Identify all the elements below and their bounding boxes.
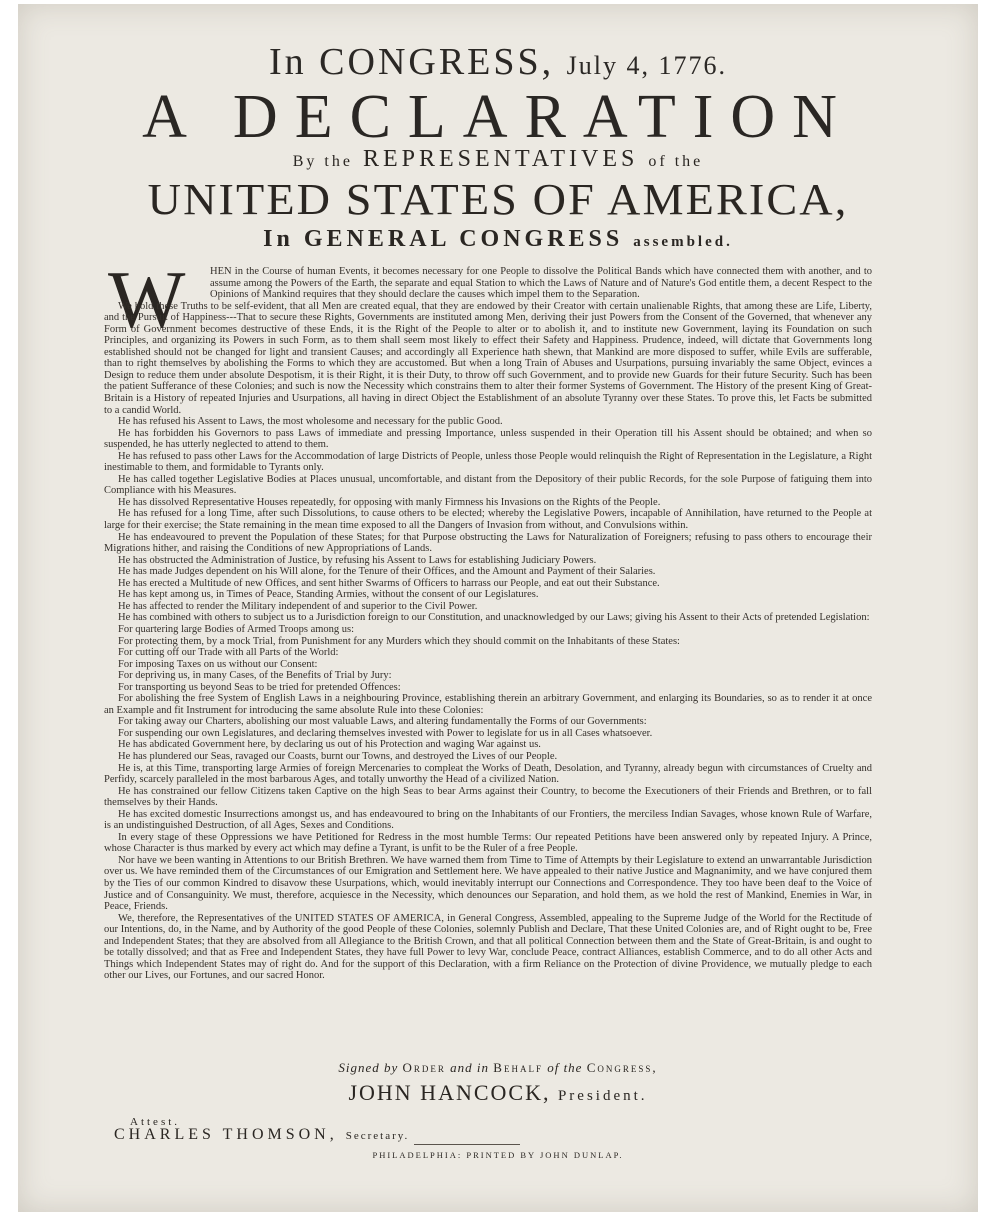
body-paragraph: He is, at this Time, transporting large Armies of foreign Mercenaries to compleat the Works of Death, Desolation, and Tyranny, already begun with circumstances of Cruelty and Perfidy, scarcely paralleled in the most barbarous Ages, and totally unworthy the Head of a civilized Nation. [104,762,872,786]
signed-of-the: of the [547,1060,583,1075]
body-paragraph: He has obstructed the Administration of Justice, by refusing his Assent to Laws for establishing Judiciary Powers. [118,554,597,566]
header-line-assembled [18,226,978,253]
divider-rule [414,1144,520,1145]
body-paragraph: For cutting off our Trade with all Parts of the World: [118,647,339,659]
body-paragraph: He has dissolved Representative Houses repeatedly, for opposing with manly Firmness his Invasions on the Rights of the People. [118,496,661,508]
body-paragraph: He has refused his Assent to Laws, the most wholesome and necessary for the public Good. [118,416,503,428]
secretary-title: Secretary. [345,1130,410,1142]
header-date: July 4, 1776. [566,51,727,80]
signed-by: Signed by [338,1060,399,1075]
body-paragraph: He has constrained our fellow Citizens taken Captive on the high Seas to bear Arms against their Country, to become the Executioners of their Friends and Brethren, or to fall themselves by their Hands. [104,785,872,809]
president-name: JOHN HANCOCK, [348,1080,551,1105]
body-paragraph: He has refused for a long Time, after such Dissolutions, to cause others to be elected; whereby the Legislative Powers, incapable of Annihilation, have returned to the People at large for their exercise; the State remaining in the mean time exposed to all the Dangers of Invasion from without, and Convulsions within. [104,508,872,532]
president-title: President. [557,1088,648,1104]
body-paragraph: For transporting us beyond Seas to be tried for pretended Offences: [118,681,401,693]
body-paragraph: He has erected a Multitude of new Offices, and sent hither Swarms of Officers to harrass our People, and eat out their Substance. [118,577,660,589]
body-paragraph: For quartering large Bodies of Armed Troops among us: [118,623,355,635]
body-paragraph: We, therefore, the Representatives of the UNITED STATES OF AMERICA, in General Congress, Assembled, appealing to the Supreme Judge of the World for the Rectitude of our Intentions, do, in the Name, and by Authority of the good People of these Colonies, solemnly Publish and Declare, That these United Colonies are, and of Right ought to be, Free and Independent States; that they are absolved from all Allegiance to the British Crown, and that all political Connection between them and the State of Great-Britain, is and ought to be totally dissolved; and that as Free and Independent States, they have full Power to levy War, conclude Peace, contract Alliances, establish Commerce, and to do all other Acts and Things which Independent States may of right do. And for the support of this Declaration, with a firm Reliance on the Protection of divine Providence, we mutually pledge to each other our Lives, our Fortunes, and our sacred Honor. [104,912,872,982]
body-paragraph: For imposing Taxes on us without our Consent: [118,658,318,670]
body-paragraph: He has kept among us, in Times of Peace, Standing Armies, without the consent of our Legislatures. [118,589,539,601]
body-paragraph: He has abdicated Government here, by declaring us out of his Protection and waging War against us. [118,739,541,751]
body-paragraph: For depriving us, in many Cases, of the Benefits of Trial by Jury: [118,670,392,682]
body-paragraph: He has refused to pass other Laws for the Accommodation of large Districts of People, unless those People would relinquish the Right of Representation in the Legislature, a Right inestimable to them, and formidable to Tyrants only. [104,450,872,474]
body-paragraph: For taking away our Charters, abolishing our most valuable Laws, and altering fundamentally the Forms of our Governments: [118,716,647,728]
body-paragraph: He has made Judges dependent on his Will alone, for the Tenure of their Offices, and the Amount and Payment of their Salaries. [118,566,656,578]
header-assembled: assembled. [633,234,733,250]
body-paragraph: He has plundered our Seas, ravaged our Coasts, burnt our Towns, and destroyed the Lives of our People. [118,750,558,762]
signed-congress: Congress, [586,1060,658,1075]
attest-label: Attest. [130,1116,181,1128]
body-paragraph: He has affected to render the Military independent of and superior to the Civil Power. [118,600,478,612]
opening-paragraph: HEN in the Course of human Events, it becomes necessary for one People to dissolve the Political Bands which have connected them with another, and to assume among the Powers of the Earth, the separate and equal Station to which the Laws of Nature and of Nature's God entitle them, a decent Respect to the Opinions of Mankind requires that they should declare the causes which impel them to the Separation. [210,266,872,301]
body-paragraph: He has combined with others to subject us to a Jurisdiction foreign to our Constitution, and unacknowledged by our Laws; giving his Assent to their Acts of pretended Legislation: [118,612,870,624]
body-paragraph: For protecting them, by a mock Trial, from Punishment for any Murders which they should commit on the Inhabitants of these States: [118,635,680,647]
drop-cap: W [108,254,186,345]
body-paragraph: In every stage of these Oppressions we have Petitioned for Redress in the most humble Terms: Our repeated Petitions have been answered only by repeated Injury. A Prince, whose Character is thus marked by every act which may define a Tyrant, is unfit to be the Ruler of a free People. [104,831,872,855]
secretary-name: CHARLES THOMSON, [114,1126,338,1143]
secretary-line [114,1126,409,1144]
signed-behalf: Behalf [493,1060,543,1075]
body-paragraph: For suspending our own Legislatures, and declaring themselves invested with Power to legislate for us in all Cases whatsoever. [118,727,653,739]
printer-imprint: PHILADELPHIA: PRINTED BY JOHN DUNLAP. [372,1150,624,1160]
header-declaration-title: A DECLARATION [142,83,854,151]
body-paragraph: He has called together Legislative Bodies at Places unusual, uncomfortable, and distant from the Depository of their public Records, for the sole Purpose of fatiguing them into Compliance with his Measures. [104,473,872,497]
header-congress: In CONGRESS, [269,41,555,83]
body-paragraph: He has endeavoured to prevent the Population of these States; for that Purpose obstructing the Laws for Naturalization of Foreigners; refusing to pass others to encourage their Migrations hither, and raising the Conditions of new Appropriations of Lands. [104,531,872,555]
body-paragraph: For abolishing the free System of English Laws in a neighbouring Province, establishing therein an arbitrary Government, and enlarging its Boundaries, so as to render it at once an Example and fit Instrument for introducing the same absolute Rule into these Colonies: [104,693,872,716]
broadside-sheet [18,4,978,1212]
header-of-the: of the [648,153,704,170]
header-by-the: By the [292,153,353,170]
header-representatives: REPRESENTATIVES [362,146,639,172]
signed-line [18,1060,978,1076]
header-line-representatives [18,146,978,173]
header-general-congress: In GENERAL CONGRESS [263,226,624,252]
signed-and-in: and in [450,1060,490,1075]
signed-order: Order [402,1060,446,1075]
body-paragraph: He has excited domestic Insurrections amongst us, and has endeavoured to bring on the Inhabitants of our Frontiers, the merciless Indian Savages, whose known Rule of Warfare, is an undistinguished Destruction, of all Ages, Sexes and Conditions. [104,808,872,832]
declaration-body [104,266,872,982]
body-paragraph: We hold these Truths to be self-evident, that all Men are created equal, that they are endowed by their Creator with certain unalienable Rights, that among these are Life, Liberty, and the Pursuit of Happiness---That to secure these Rights, Governments are instituted among Men, deriving their just Powers from the Consent of the Governed, that whenever any Form of Government becomes destructive of these Ends, it is the Right of the People to alter or to abolish it, and to institute new Government, laying its Foundation on such Principles, and organizing its Powers in such Form, as to them shall seem most likely to effect their Safety and Happiness. Prudence, indeed, will dictate that Governments long established should not be changed for light and transient Causes; and accordingly all Experience hath shewn, that Mankind are more disposed to suffer, while Evils are sufferable, than to right themselves by abolishing the Forms to which they are accustomed. But when a long Train of Abuses and Usurpations, pursuing invariably the same Object, evinces a Design to reduce them under absolute Despotism, it is their Right, it is their Duty, to throw off such Government, and to provide new Guards for their future Security. Such has been the patient Sufferance of these Colonies; and such is now the Necessity which constrains them to alter their former Systems of Government. The History of the present King of Great-Britain is a History of repeated Injuries and Usurpations, all having in direct Object the Establishment of an absolute Tyranny over these States. To prove this, let Facts be submitted to a candid World. [104,300,872,416]
header-united-states: UNITED STATES OF AMERICA, [147,175,849,224]
header-line-congress [18,40,978,84]
body-paragraph: Nor have we been wanting in Attentions to our British Brethren. We have warned them from Time to Time of Attempts by their Legislature to extend an unwarrantable Jurisdiction over us. We have reminded them of the Circumstances of our Emigration and Settlement here. We have appealed to their native Justice and Magnanimity, and we have conjured them by the Ties of our common Kindred to disavow these Usurpations, which, would inevitably interrupt our Connections and Correspondence. They too have been deaf to the Voice of Justice and of Consanguinity. We must, therefore, acquiesce in the Necessity, which denounces our Separation, and hold them, as we hold the rest of Mankind, Enemies in War, in Peace, Friends. [104,854,872,913]
body-paragraph: He has forbidden his Governors to pass Laws of immediate and pressing Importance, unless suspended in their Operation till his Assent should be obtained; and when so suspended, he has utterly neglected to attend to them. [104,427,872,451]
president-line [18,1080,978,1106]
